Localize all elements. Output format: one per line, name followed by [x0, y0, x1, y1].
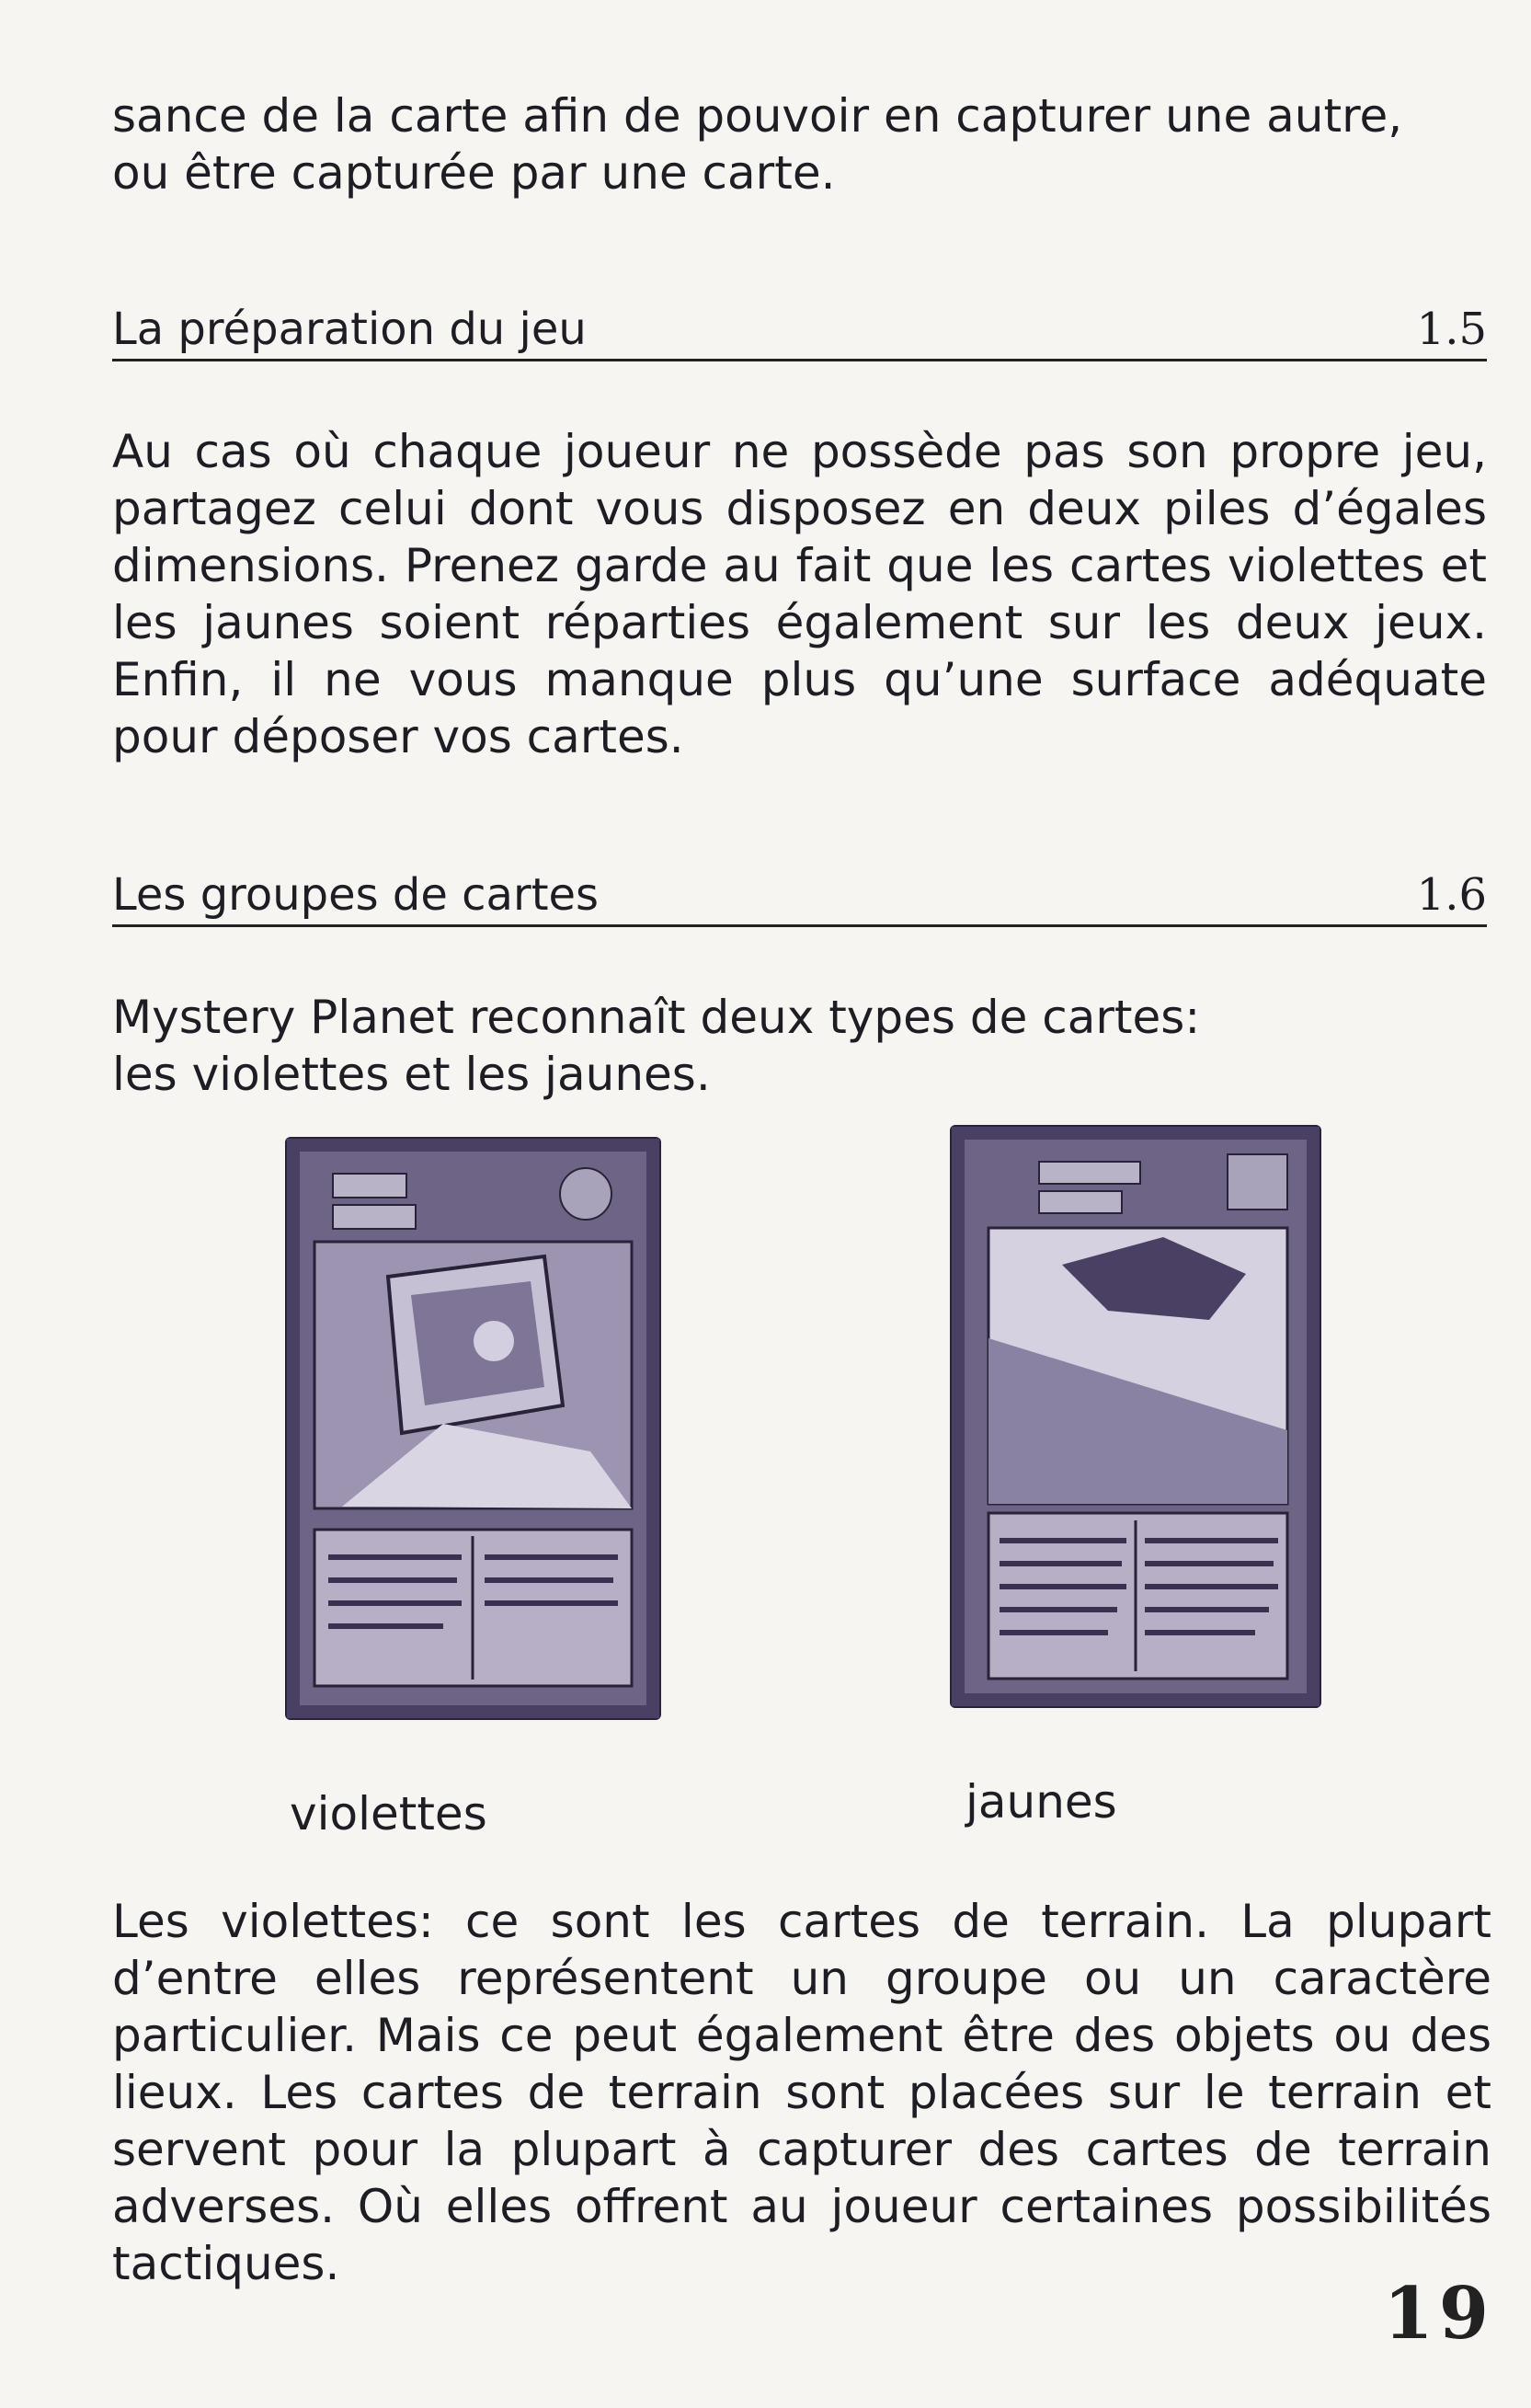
intro-line-2: les violettes et les jaunes. [112, 1048, 711, 1101]
section-heading-1-6 [112, 869, 1487, 927]
intro-line-2: ou être capturée par une carte. [112, 146, 836, 200]
violet-card-caption: violettes [290, 1787, 487, 1840]
yellow-card-caption: jaunes [965, 1775, 1117, 1829]
page-number: 19 [1383, 2272, 1494, 2356]
section-1-5-paragraph: Au cas où chaque joueur ne possède pas son propre jeu, partagez celui dont vous disposez en deux piles d’égales dimensions. Prenez garde au fait que les cartes violettes et les jaunes soient réparties également sur les deux jeux. Enfin, il ne vous manque plus qu’une surface adéquate pour déposer vos cartes. [112, 425, 1487, 763]
section-title: La préparation du jeu [112, 304, 587, 355]
section-title: Les groupes de cartes [112, 869, 600, 921]
closing-paragraph: Les violettes: ce sont les cartes de terrain. La plupart d’entre elles représentent un groupe ou un caractère particulier. Mais ce peut également être des objets ou des lieux. Les cartes de terrain sont placées sur le terrain et servent pour la plupart à capturer des cartes de terrain adverses. Où elles offrent au joueur certaines possibilités tactiques. [112, 1895, 1491, 2290]
intro-text [112, 87, 1487, 201]
section-number: 1.5 [1416, 304, 1487, 355]
section-heading-1-5 [112, 304, 1487, 361]
section-number: 1.6 [1416, 869, 1487, 921]
yellow-card-illustration [952, 1127, 1320, 1706]
intro-line-1: sance de la carte afin de pouvoir en capturer une autre, [112, 89, 1403, 143]
intro-line-1: Mystery Planet reconnaît deux types de cartes: [112, 991, 1201, 1044]
section-1-6-intro [112, 989, 1487, 1103]
violet-card-illustration [287, 1139, 659, 1718]
yellow-card-image [952, 1127, 1320, 1706]
violet-card-image [287, 1139, 659, 1718]
